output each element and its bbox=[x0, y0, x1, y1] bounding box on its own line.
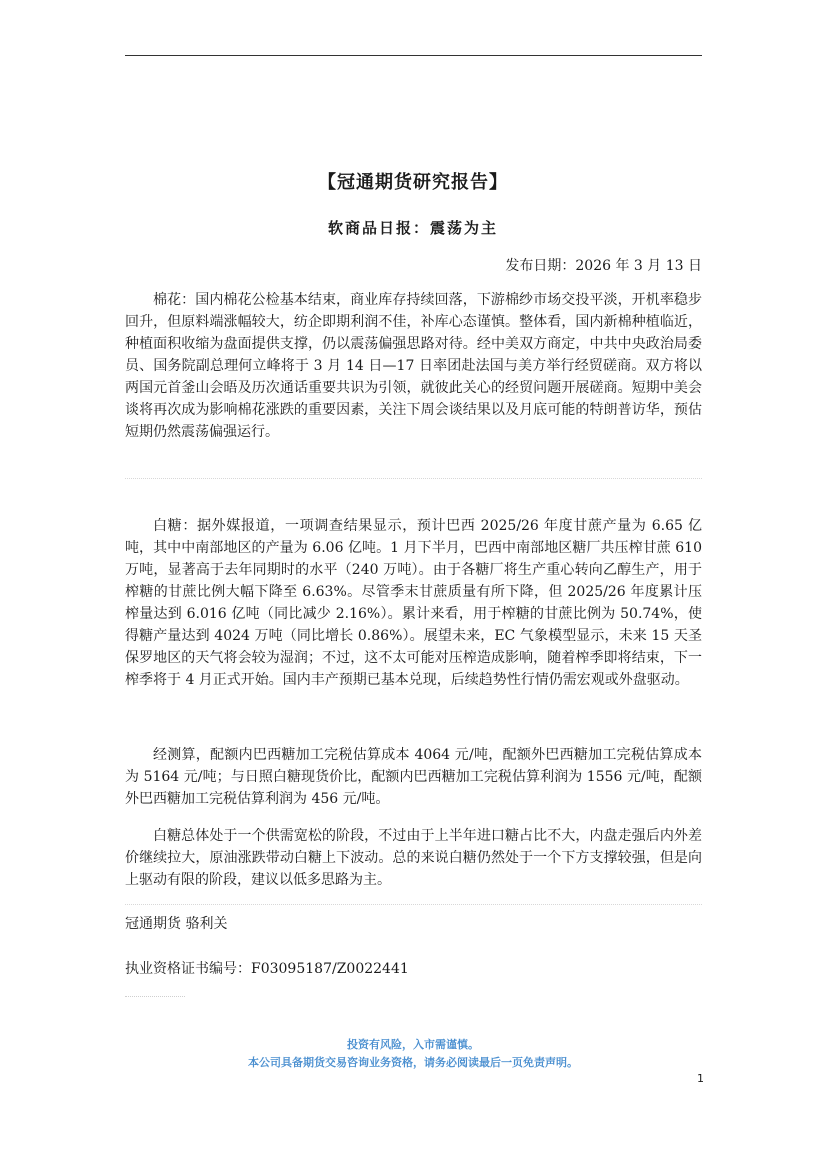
trailing-dots bbox=[125, 996, 185, 997]
sugar-paragraph-2: 经测算，配额内巴西糖加工完税估算成本 4064 元/吨，配额外巴西糖加工完税估算成本为 5164 元/吨；与日照白糖现货价比，配额内巴西糖加工完税估算利润为 1556 元/吨，配额外巴西糖加工完税估算利润为 456 元/吨。 bbox=[125, 747, 702, 807]
sugar-paragraph-3: 白糖总体处于一个供需宽松的阶段，不过由于上半年进口糖占比不大，内盘走强后内外差价继续拉大，原油涨跌带动白糖上下波动。总的来说白糖仍然处于一个下方支撑较强，但是向上驱动有限的阶段，建议以低多思路为主。 bbox=[125, 828, 702, 888]
header-rule bbox=[125, 55, 702, 56]
sugar-paragraph-1: 白糖：据外媒报道，一项调查结果显示，预计巴西 2025/26 年度甘蔗产量为 6.65 亿吨，其中中南部地区的产量为 6.06 亿吨。1 月下半月，巴西中南部地区糖厂共压榨甘蔗 610 万吨，显著高于去年同期时的水平（240 万吨）。由于各糖厂将生产重心转向乙醇生产，用于榨糖的甘蔗比例大幅下降至 6.63%。尽管季末甘蔗质量有所下降，但 2025/26 年度累计压榨量达到 6.016 亿吨（同比减少 2.16%）。累计来看，用于榨糖的甘蔗比例为 50.74%，使得糖产量达到 4024 万吨（同比增长 0.86%）。展望未来，EC 气象模型显示，未来 15 天圣保罗地区的天气将会较为湿润；不过，这不太可能对压榨造成影响，随着榨季即将结束，下一榨季将于 4 月正式开始。国内丰产预期已基本兑现，后续趋势性行情仍需宏观或外盘驱动。 bbox=[125, 518, 702, 688]
risk-warning: 投资有风险，入市需谨慎。 bbox=[347, 1038, 479, 1051]
signature-separator bbox=[125, 904, 702, 905]
publish-date: 发布日期：2026 年 3 月 13 日 bbox=[505, 258, 702, 274]
report-subtitle: 软商品日报：震荡为主 bbox=[327, 219, 498, 237]
author-line: 冠通期货 骆利关 bbox=[125, 916, 228, 932]
cotton-paragraph: 棉花：国内棉花公检基本结束，商业库存持续回落，下游棉纱市场交投平淡，开机率稳步回升，但原料端涨幅较大，纺企即期利润不佳，补库心态谨慎。整体看，国内新棉种植临近，种植面积收缩为盘面提供支撑，仍以震荡偏强思路对待。经中美双方商定，中共中央政治局委员、国务院副总理何立峰将于 3 月 14 日—17 日率团赴法国与美方举行经贸磋商。双方将以两国元首釜山会晤及历次通话重要共识为引领，就彼此关心的经贸问题开展磋商。短期中美会谈将再次成为影响棉花涨跌的重要因素，关注下周会谈结果以及月底可能的特朗普访华，预估短期仍然震荡偏强运行。 bbox=[125, 292, 702, 440]
section-separator bbox=[125, 478, 702, 479]
license-line: 执业资格证书编号：F03095187/Z0022441 bbox=[125, 961, 409, 977]
qualification-notice: 本公司具备期货交易咨询业务资格，请务必阅读最后一页免责声明。 bbox=[248, 1056, 578, 1069]
page-number: 1 bbox=[697, 1072, 704, 1085]
report-title: 【冠通期货研究报告】 bbox=[318, 172, 508, 193]
